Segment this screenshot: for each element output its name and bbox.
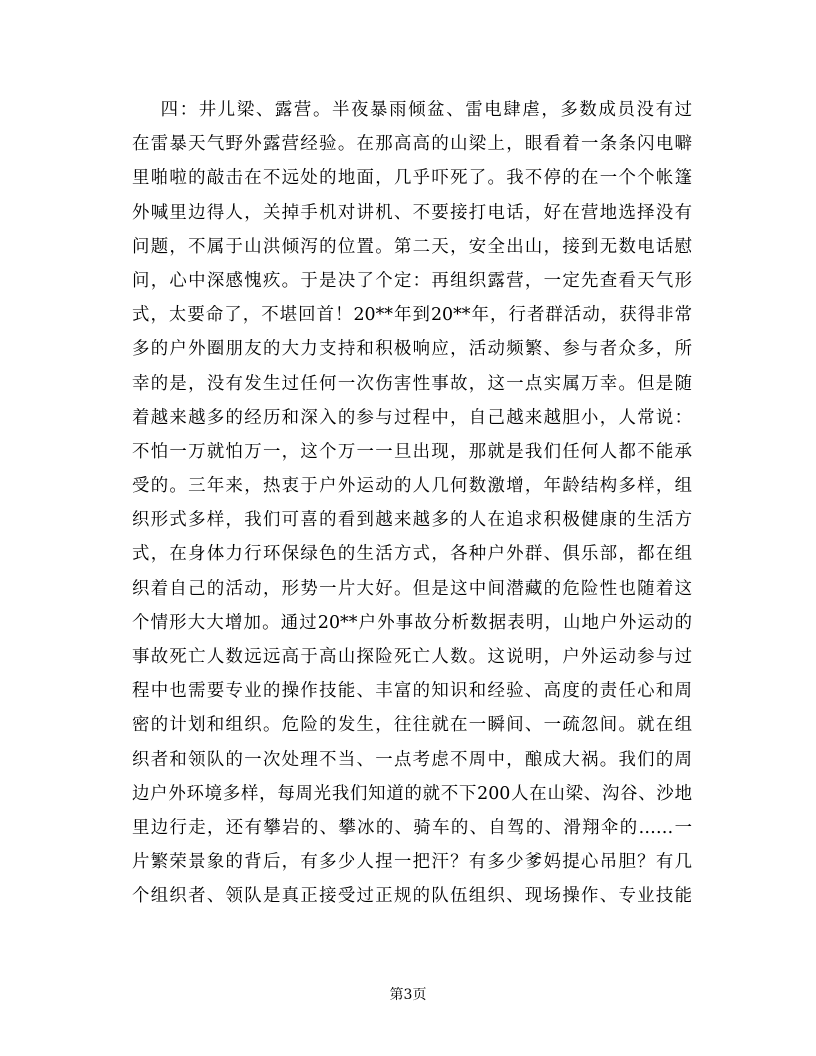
text-line: 问题，不属于山洪倾泻的位置。第二天，安全出山，接到无数电话慰	[132, 236, 692, 257]
text-line: 个组织者、领队是真正接受过正规的队伍组织、现场操作、专业技能	[132, 886, 692, 907]
text-line: 式，太要命了，不堪回首！20**年到20**年，行者群活动，获得非常	[132, 305, 692, 326]
text-line: 着越来越多的经历和深入的参与过程中，自己越来越胆小，人常说：	[132, 407, 692, 428]
text-line: 外喊里边得人，关掉手机对讲机、不要接打电话，好在营地选择没有	[132, 202, 692, 223]
text-line: 边户外环境多样，每周光我们知道的就不下200人在山梁、沟谷、沙地	[132, 783, 692, 804]
text-line: 里边行走，还有攀岩的、攀冰的、骑车的、自驾的、滑翔伞的……一	[132, 817, 692, 838]
text-line: 织形式多样，我们可喜的看到越来越多的人在追求积极健康的生活方	[132, 510, 692, 531]
text-line: 问，心中深感愧疚。于是决了个定：再组织露营，一定先查看天气形	[132, 270, 692, 291]
text-line: 四：井儿梁、露营。半夜暴雨倾盆、雷电肆虐，多数成员没有过	[132, 100, 692, 120]
text-line: 式，在身体力行环保绿色的生活方式，各种户外群、俱乐部，都在组	[132, 544, 692, 565]
text-line: 织着自己的活动，形势一片大好。但是这中间潜藏的危险性也随着这	[132, 578, 692, 599]
page-number: 第3页	[389, 987, 427, 1003]
text-line: 片繁荣景象的背后，有多少人捏一把汗？有多少爹妈提心吊胆？有几	[132, 852, 692, 873]
text-line: 多的户外圈朋友的大力支持和积极响应，活动频繁、参与者众多，所	[132, 339, 692, 360]
text-line: 个情形大大增加。通过20**户外事故分析数据表明，山地户外运动的	[132, 612, 692, 633]
body-paragraph	[132, 93, 692, 914]
text-line: 幸的是，没有发生过任何一次伤害性事故，这一点实属万幸。但是随	[132, 373, 692, 394]
text-line: 织者和领队的一次处理不当、一点考虑不周中，酿成大祸。我们的周	[132, 749, 692, 770]
text-line: 在雷暴天气野外露营经验。在那高高的山梁上，眼看着一条条闪电噼	[132, 134, 692, 155]
text-line: 里啪啦的敲击在不远处的地面，几乎吓死了。我不停的在一个个帐篷	[132, 168, 692, 189]
text-line: 程中也需要专业的操作技能、丰富的知识和经验、高度的责任心和周	[132, 681, 692, 702]
text-line: 受的。三年来，热衷于户外运动的人几何数激增，年龄结构多样，组	[132, 476, 692, 497]
text-line: 密的计划和组织。危险的发生，往往就在一瞬间、一疏忽间。就在组	[132, 715, 692, 736]
text-line: 事故死亡人数远远高于高山探险死亡人数。这说明，户外运动参与过	[132, 647, 692, 667]
text-line: 不怕一万就怕万一，这个万一一旦出现，那就是我们任何人都不能承	[132, 441, 692, 462]
